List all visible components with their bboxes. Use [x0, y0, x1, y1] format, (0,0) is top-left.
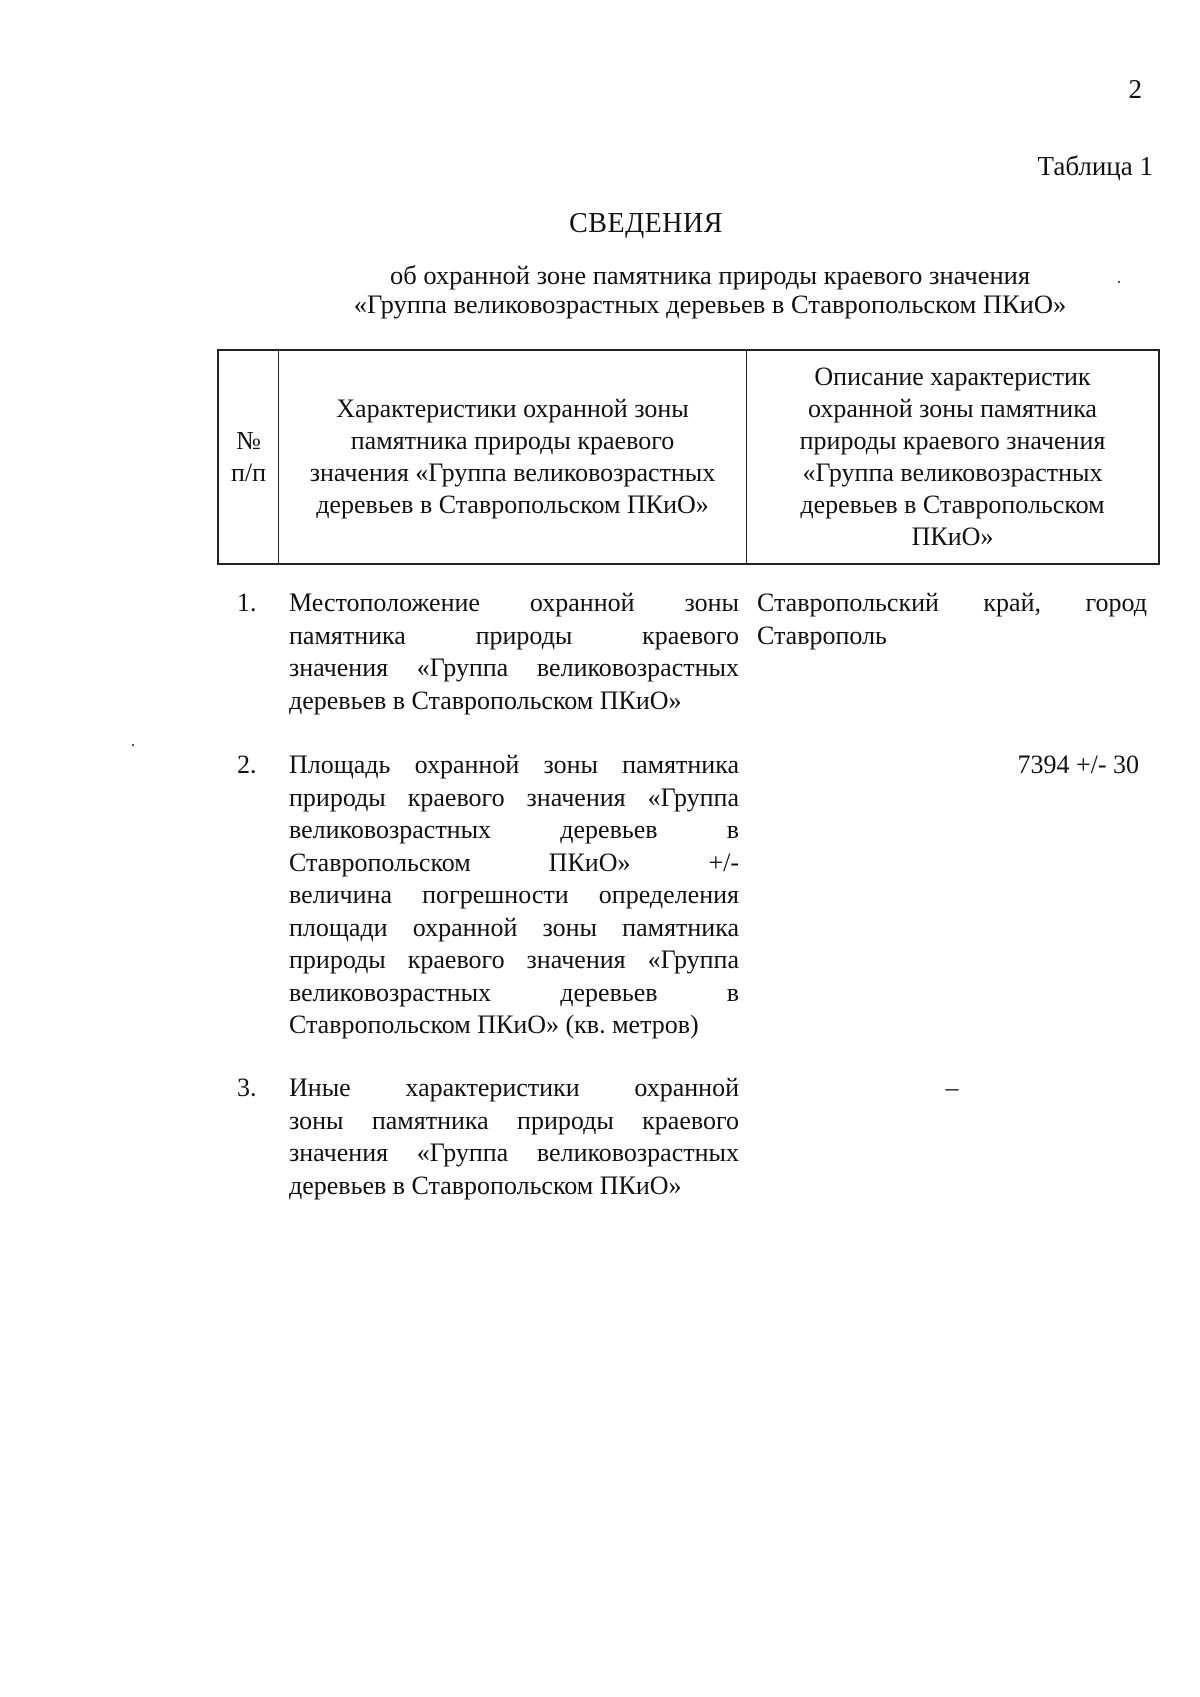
header-number-line: № — [236, 426, 261, 455]
row-number: 2. — [237, 750, 257, 779]
scan-speck — [1118, 281, 1120, 283]
page-number: 2 — [1128, 74, 1142, 104]
row-characteristic-line: деревьев в Ставропольском ПКиО» — [289, 685, 682, 715]
table-label: Таблица 1 — [1037, 151, 1153, 181]
row-number: 3. — [237, 1073, 257, 1102]
row-description — [757, 587, 1147, 652]
row-characteristic-line: природы краевого значения «Группа — [289, 945, 739, 974]
row-description-line: Ставрополь — [757, 620, 887, 650]
header-description-line: природы краевого значения — [799, 426, 1106, 455]
header-number-line: п/п — [230, 458, 267, 487]
table-header — [217, 349, 1160, 565]
row-characteristic-line: природы краевого значения «Группа — [289, 782, 739, 812]
row-characteristic-line: Местоположение охранной зоны — [289, 588, 739, 617]
row-number: 1. — [237, 588, 257, 617]
row-characteristic-line: Ставропольском ПКиО» (кв. метров) — [289, 1010, 699, 1039]
row-characteristic-line: Площадь охранной зоны памятника — [289, 750, 739, 779]
row-characteristic-line: Ставропольском ПКиО» +/- — [289, 847, 739, 877]
header-description-line: охранной зоны памятника — [808, 394, 1097, 423]
header-description-line: деревьев в Ставропольском — [800, 490, 1105, 519]
header-number — [219, 351, 279, 563]
subtitle-line: об охранной зоне памятника природы краевого значения — [389, 260, 1031, 290]
row-characteristic-line: значения «Группа великовозрастных — [289, 1138, 739, 1167]
header-characteristics-line: памятника природы краевого — [350, 426, 675, 455]
row-characteristic — [289, 1072, 739, 1202]
header-description-line: «Группа великовозрастных — [802, 458, 1103, 487]
header-description-line: ПКиО» — [911, 522, 994, 551]
row-characteristic-line: памятника природы краевого — [289, 620, 739, 650]
row-description: – — [945, 1073, 959, 1102]
row-characteristic-line: великовозрастных деревьев в — [289, 977, 739, 1007]
row-characteristic-line: площади охранной зоны памятника — [289, 912, 739, 942]
row-characteristic-line: деревьев в Ставропольском ПКиО» — [289, 1170, 682, 1200]
document-title: СВЕДЕНИЯ — [569, 208, 723, 239]
row-characteristic-line: зоны памятника природы краевого — [289, 1105, 739, 1135]
header-characteristics — [279, 351, 747, 563]
header-characteristics-line: деревьев в Ставропольском ПКиО» — [316, 490, 709, 519]
document-subtitle — [270, 261, 1150, 319]
header-description — [747, 351, 1158, 563]
header-characteristics-line: Характеристики охранной зоны — [336, 394, 689, 423]
scan-speck — [132, 744, 134, 746]
row-characteristic-line: значения «Группа великовозрастных — [289, 653, 739, 682]
row-description: 7394 +/- 30 — [1017, 750, 1139, 779]
subtitle-line: «Группа великовозрастных деревьев в Ставропольском ПКиО» — [353, 289, 1067, 319]
row-characteristic — [289, 749, 739, 1042]
row-characteristic — [289, 587, 739, 717]
row-characteristic-line: великовозрастных деревьев в — [289, 815, 739, 844]
row-characteristic-line: величина погрешности определения — [289, 880, 739, 909]
row-description-line: Ставропольский край, город — [757, 588, 1147, 617]
header-characteristics-line: значения «Группа великовозрастных — [309, 458, 716, 487]
header-description-line: Описание характеристик — [814, 362, 1091, 391]
row-characteristic-line: Иные характеристики охранной — [289, 1073, 739, 1102]
